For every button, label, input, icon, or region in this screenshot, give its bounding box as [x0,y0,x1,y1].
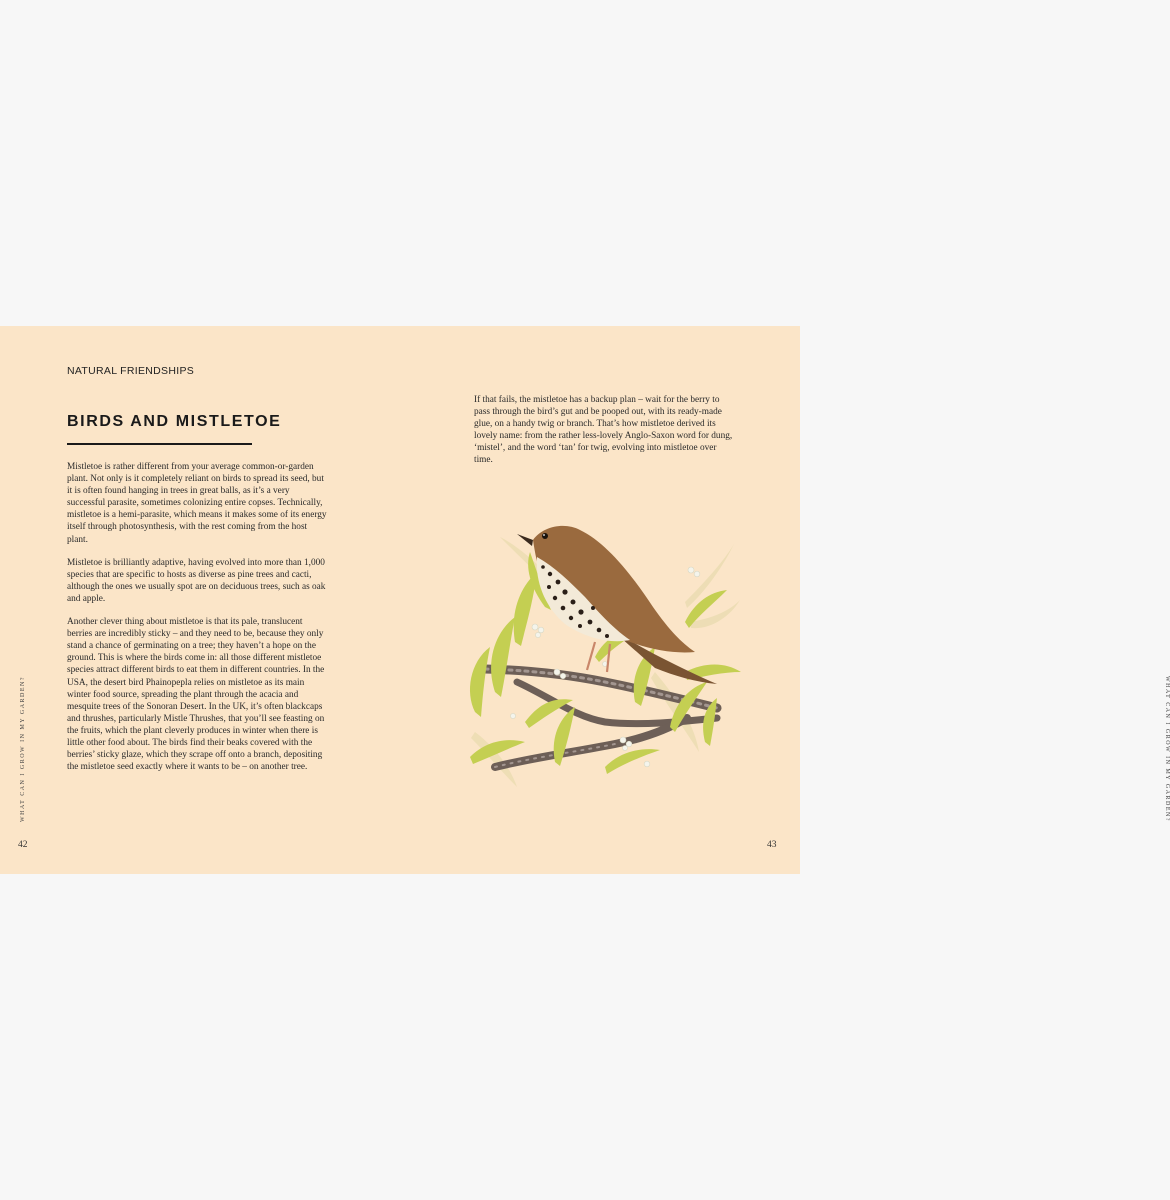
right-body-text [474,394,736,467]
body-paragraph: Mistletoe is brilliantly adaptive, having evolved into more than 1,000 species that are specific to hosts as diverse as pine trees and cacti, although the ones we usually spot are on deciduous trees, such as oak and apple. [67,557,326,604]
page-number-right: 43 [767,840,777,850]
title-underline [67,443,252,445]
body-paragraph: If that fails, the mistletoe has a backup plan – wait for the berry to pass through the bird’s gut and be pooped out, with its ready-made glue, on a handy twig or branch. That’s how mistletoe derived its lovely name: from the rather less-lovely Anglo-Saxon word for dung, ‘mistel’, and the word ‘tan’ for twig, evolving into mistletoe over time. [474,395,733,466]
running-head-right: WHAT CAN I GROW IN MY GARDEN? [1164,676,1170,823]
left-page [0,326,400,874]
body-paragraph: Mistletoe is rather different from your average common-or-garden plant. Not only is it completely reliant on birds to spread its seed, but it is often found hanging in trees in great balls, as it’s a very successful parasite, sometimes colonizing entire copses. Technically, mistletoe is a hemi-parasite, which means it makes some of its energy itself through photosynthesis, with the rest coming from the host plant. [67,462,327,545]
book-spread [0,326,1170,874]
section-label: NATURAL FRIENDSHIPS [67,365,195,377]
running-head-left: WHAT CAN I GROW IN MY GARDEN? [20,675,26,822]
thrush-mistletoe-illustration [455,512,745,792]
body-text [67,461,329,784]
body-paragraph: Another clever thing about mistletoe is that its pale, translucent berries are incredibly sticky – and they need to be, because they only stand a chance of germinating on a tree; they haven’t a hope on the ground. This is where the birds come in: all those different mistletoe species attract different birds to eat them in different countries. In the USA, the desert bird Phainopepla relies on mistletoe as its main winter food source, spreading the plant through the acacia and mesquite trees of the Sonoran Desert. In the UK, it’s often blackcaps and thrushes, particularly Mistle Thrushes, that you’ll see feasting on the fruits, which the plant cleverly produces in winter when there is little other food about. The birds find their beaks covered with the berries’ sticky glaze, which they scrape off onto a branch, depositing the mistletoe seed exactly where it wants to be – on another tree. [67,617,325,773]
right-page [400,326,1170,874]
page-title: BIRDS AND MISTLETOE [67,413,282,430]
page-number-left: 42 [18,840,28,850]
